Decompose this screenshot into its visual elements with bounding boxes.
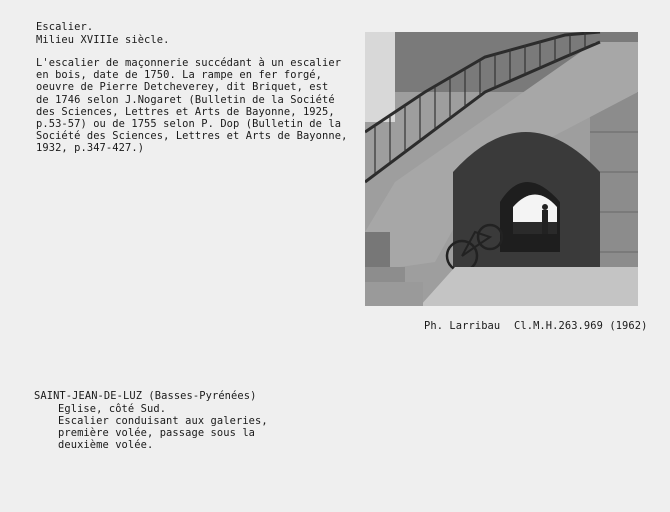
photo-reference: Cl.M.H.263.969 (1962) xyxy=(514,320,648,332)
location-line: première volée, passage sous la xyxy=(58,427,256,439)
description-line: Société des Sciences, Lettres et Arts de Bayonne, xyxy=(36,130,348,142)
location-place: SAINT-JEAN-DE-LUZ (Basses-Pyrénées) xyxy=(34,390,257,402)
period-label: Milieu XVIIIe siècle. xyxy=(36,34,170,46)
description-line: en bois, date de 1750. La rampe en fer forgé, xyxy=(36,69,323,81)
description-line: des Sciences, Lettres et Arts de Bayonne, 1925, xyxy=(36,106,335,118)
description-line: de 1746 selon J.Nogaret (Bulletin de la Société xyxy=(36,94,335,106)
staircase-photograph xyxy=(365,32,638,306)
location-line: Escalier conduisant aux galeries, xyxy=(58,415,268,427)
description-line: 1932, p.347-427.) xyxy=(36,142,145,154)
location-line: Eglise, côté Sud. xyxy=(58,403,167,415)
photographer-credit: Ph. Larribau xyxy=(424,320,501,332)
description-line: p.53-57) ou de 1755 selon P. Dop (Bulletin de la xyxy=(36,118,342,130)
location-line: deuxième volée. xyxy=(58,439,154,451)
description-line: oeuvre de Pierre Detcheverey, dit Briquet, est xyxy=(36,81,329,93)
description-line: L'escalier de maçonnerie succédant à un escalier xyxy=(36,57,342,69)
subject-title: Escalier. xyxy=(36,21,94,33)
